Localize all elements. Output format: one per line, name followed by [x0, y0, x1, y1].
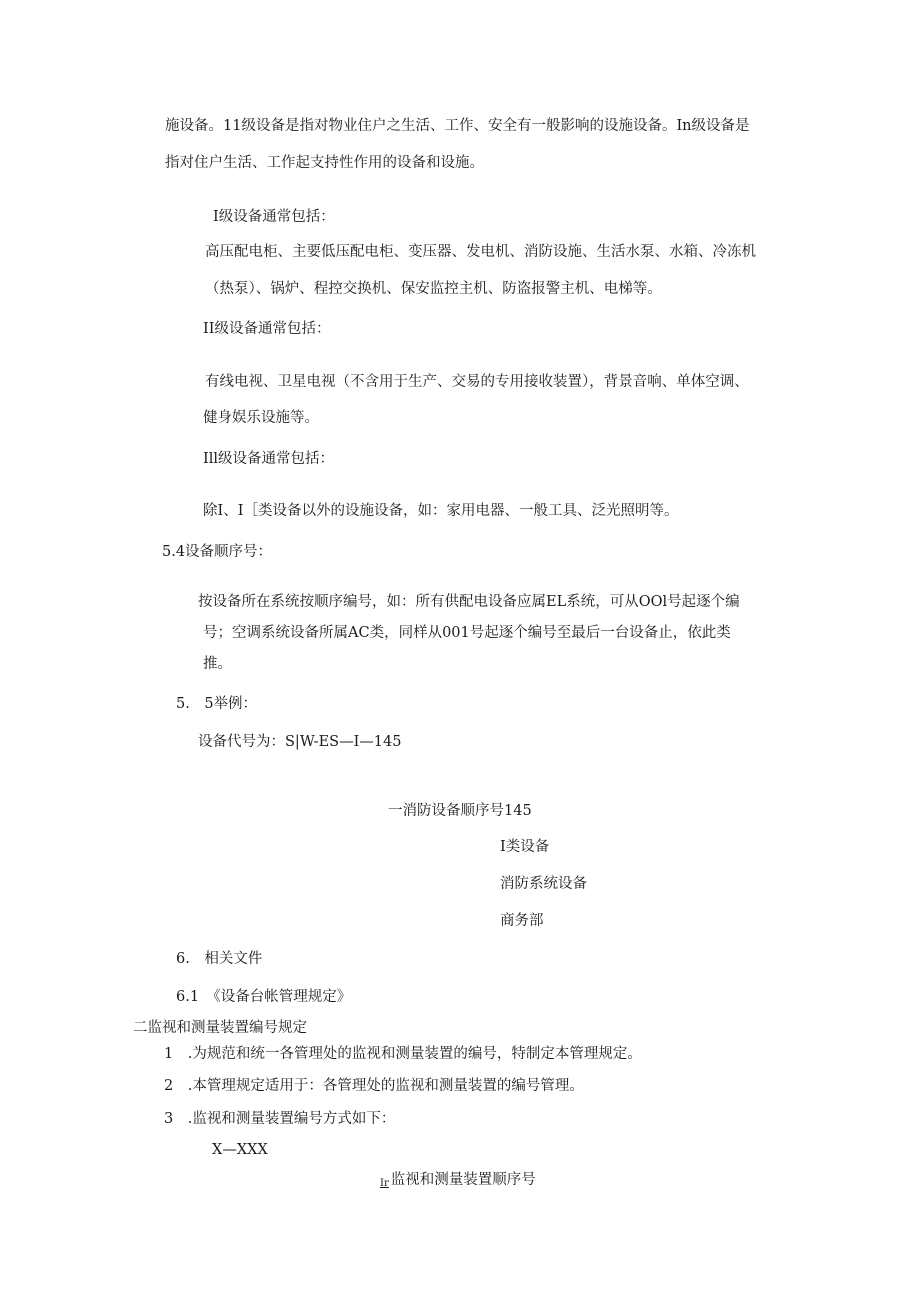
legend-class: I类设备 [500, 839, 550, 855]
section-5-4-heading: 5.4设备顺序号： [162, 544, 273, 560]
code-format: X—XXX [212, 1142, 268, 1158]
class-three-heading: Ill级设备通常包括： [203, 451, 335, 467]
class-one-heading: I级设备通常包括： [213, 209, 335, 225]
class-one-line-1: 高压配电柜、主要低压配电柜、变压器、发电机、消防设施、生活水泵、水箱、冷冻机 [205, 244, 756, 260]
sequence-marker: Ir [380, 1178, 389, 1189]
section-5-5-heading: 5. 5举例： [176, 696, 258, 712]
class-two-heading: II级设备通常包括： [203, 321, 331, 337]
section-6-1-item: 6.1 《设备台帐管理规定》 [176, 989, 352, 1005]
part-two-heading: 二监视和测量装置编号规定 [133, 1020, 307, 1036]
part-two-item-2: 2 .本管理规定适用于：各管理处的监视和测量装置的编号管理。 [164, 1078, 584, 1094]
part-two-item-1: 1 .为规范和统一各管理处的监视和测量装置的编号，特制定本管理规定。 [164, 1046, 642, 1062]
class-two-line-2: 健身娱乐设施等。 [203, 410, 319, 426]
sequence-legend-label: 监视和测量装置顺序号 [390, 1172, 536, 1188]
part-two-item-3: 3 .监视和测量装置编号方式如下： [164, 1111, 396, 1127]
legend-system: 消防系统设备 [500, 876, 587, 892]
class-two-line-1: 有线电视、卫星电视（不含用于生产、交易的专用接收装置），背景音响、单体空调、 [205, 374, 749, 390]
class-one-line-2: （热泵）、锅炉、程控交换机、保安监控主机、防盗报警主机、电梯等。 [205, 281, 662, 297]
section-5-4-line-3: 推。 [203, 656, 232, 672]
intro-line-1: 施设备。11级设备是指对物业住户之生活、工作、安全有一般影响的设施设备。In级设备是 [165, 118, 750, 134]
sequence-legend-row [380, 1173, 536, 1189]
section-6-heading: 6. 相关文件 [176, 951, 263, 967]
intro-line-2: 指对住户生活、工作起支持性作用的设备和设施。 [165, 155, 484, 171]
class-three-line-1: 除I、I［类设备以外的设施设备，如：家用电器、一般工具、泛光照明等。 [203, 503, 679, 519]
example-code: 设备代号为：S|W-ES—I—145 [198, 734, 402, 750]
section-5-4-line-2: 号；空调系统设备所属AC类，同样从001号起逐个编号至最后一台设备止，依此类 [203, 625, 731, 641]
legend-department: 商务部 [500, 913, 544, 929]
section-5-4-line-1: 按设备所在系统按顺序编号，如：所有供配电设备应属EL系统，可从OOl号起逐个编 [198, 594, 740, 610]
legend-sequence-number: 一消防设备顺序号145 [388, 803, 532, 819]
